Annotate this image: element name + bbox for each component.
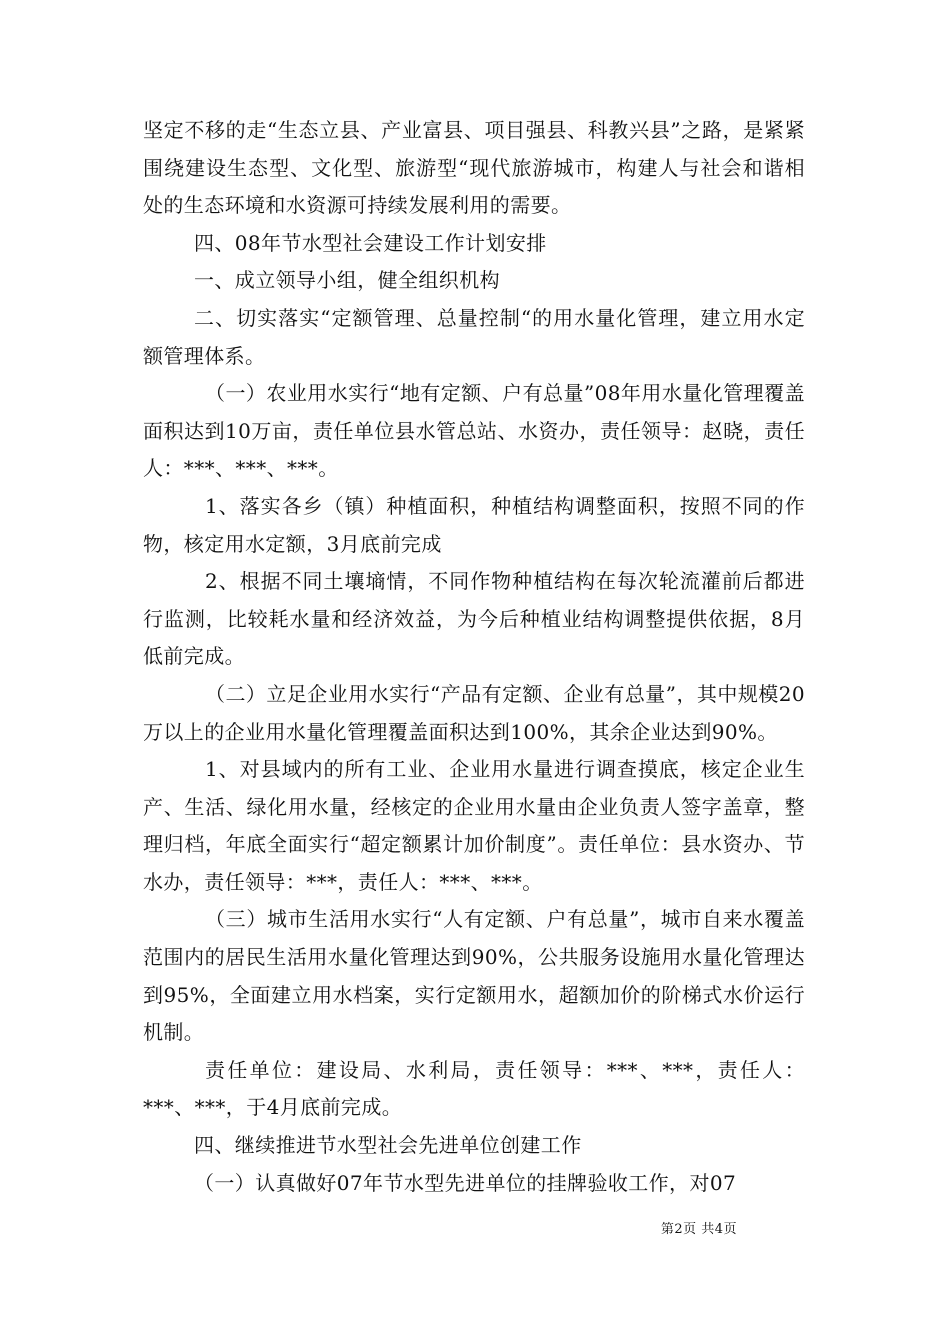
paragraph-9: 1、对县域内的所有工业、企业用水量进行调查摸底，核定企业生产、生活、绿化用水量，经核定的企业用水量由企业负责人签字盖章，整理归档，年底全面实行“超定额累计加价制度”。责任单位：县水资办、节水办，责任领导：***，责任人：***、***。 <box>143 757 805 894</box>
paragraph-4: 二、切实落实“定额管理、总量控制“的用水量化管理，建立用水定额管理体系。 <box>143 305 805 368</box>
paragraph-12: 四、继续推进节水型社会先进单位创建工作 <box>194 1133 582 1158</box>
paragraph-10: （三）城市生活用水实行“人有定额、户有总量”，城市自来水覆盖范围内的居民生活用水量化管理达到90%，公共服务设施用水量化管理达到95%，全面建立用水档案，实行定额用水，超额加价的阶梯式水价运行机制。 <box>143 907 805 1045</box>
paragraph-2: 四、08年节水型社会建设工作计划安排 <box>194 230 547 255</box>
document-body <box>143 112 805 1202</box>
paragraph-13: （一）认真做好07年节水型先进单位的挂牌验收工作，对07 <box>194 1170 737 1195</box>
paragraph-8: （二）立足企业用水实行“产品有定额、企业有总量”，其中规模20万以上的企业用水量化管理覆盖面积达到100%，其余企业达到90%。 <box>143 681 805 744</box>
paragraph-5: （一）农业用水实行“地有定额、户有总量”08年用水量化管理覆盖面积达到10万亩，责任单位县水管总站、水资办，责任领导：赵晓，责任人：***、***、***。 <box>143 381 805 481</box>
paragraph-11: 责任单位：建设局、水利局，责任领导：***、***，责任人：***、***，于4月底前完成。 <box>143 1057 805 1120</box>
paragraph-1: 坚定不移的走“生态立县、产业富县、项目强县、科教兴县”之路，是紧紧围绕建设生态型、文化型、旅游型“现代旅游城市，构建人与社会和谐相处的生态环境和水资源可持续发展利用的需要。 <box>143 118 805 218</box>
page-number-footer: 第2页 共4页 <box>660 1222 738 1237</box>
paragraph-7: 2、根据不同土壤墒情，不同作物种植结构在每次轮流灌前后都进行监测，比较耗水量和经济效益，为今后种植业结构调整提供依据，8月低前完成。 <box>143 569 805 669</box>
paragraph-6: 1、落实各乡（镇）种植面积，种植结构调整面积，按照不同的作物，核定用水定额，3月底前完成 <box>143 493 805 556</box>
paragraph-3: 一、成立领导小组，健全组织机构 <box>194 268 500 293</box>
